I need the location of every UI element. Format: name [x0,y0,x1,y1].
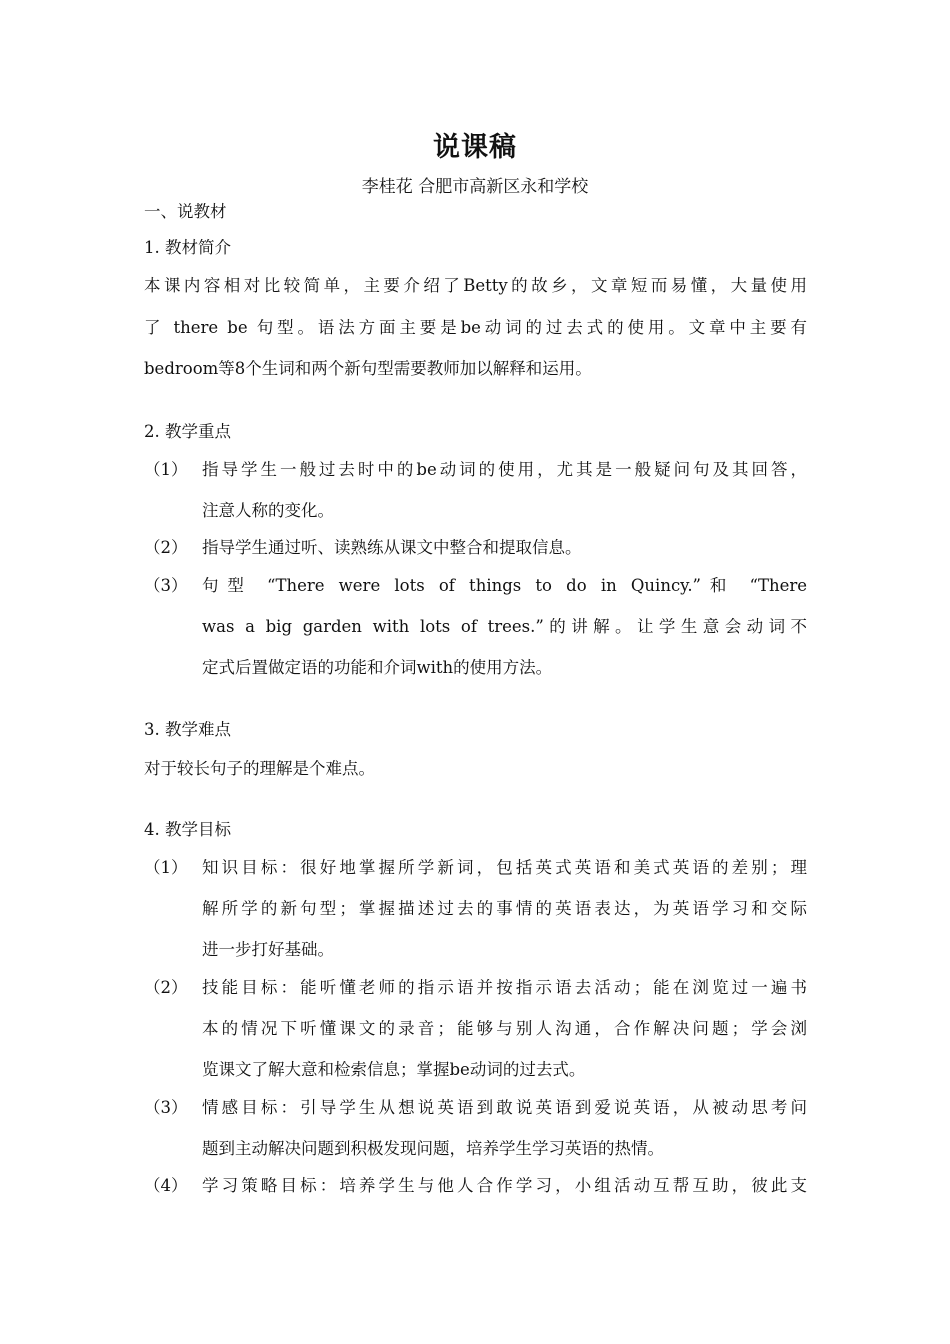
paragraph-line: 本课内容相对比较简单，主要介绍了Betty的故乡，文章短而易懂，大量使用 [144,276,807,295]
list-number: （1） [144,858,188,877]
list-item-line: 知识目标：很好地掌握所学新词，包括英式英语和美式英语的差别；理 [202,858,807,877]
paragraph-line: 了 there be 句型。语法方面主要是be动词的过去式的使用。文章中主要有 [144,318,807,337]
list-item-line: 览课文了解大意和检索信息；掌握be动词的过去式。 [202,1060,586,1079]
list-item-line: 注意人称的变化。 [202,501,334,520]
list-number: （2） [144,978,188,997]
subsection-heading: 4. 教学目标 [144,820,231,839]
paragraph-line: 对于较长句子的理解是个难点。 [144,759,375,778]
list-item-line: 指导学生通过听、读熟练从课文中整合和提取信息。 [202,538,582,557]
author-line: 李桂花 合肥市高新区永和学校 [361,177,589,197]
list-item-line: 进一步打好基础。 [202,940,334,959]
list-item-line: 指导学生一般过去时中的be动词的使用，尤其是一般疑问句及其回答， [202,460,807,479]
list-number: （2） [144,538,188,557]
list-number: （1） [144,460,188,479]
list-number: （3） [144,1098,188,1117]
list-item-line: 题到主动解决问题到积极发现问题，培养学生学习英语的热情。 [202,1139,664,1158]
page-title: 说课稿 [433,132,517,163]
list-item-line: 技能目标：能听懂老师的指示语并按指示语去活动；能在浏览过一遍书 [202,978,807,997]
subsection-heading: 1. 教材简介 [144,238,231,257]
list-number: （4） [144,1176,188,1195]
list-item-line: 句型 “There were lots of things to do in Quincy.”和 “There [202,576,807,595]
list-item-line: 情感目标：引导学生从想说英语到敢说英语到爱说英语，从被动思考问 [202,1098,807,1117]
list-item-line: was a big garden with lots of trees.”的讲解。让学生意会动词不 [202,617,807,636]
list-item-line: 学习策略目标：培养学生与他人合作学习，小组活动互帮互助，彼此支 [202,1176,807,1195]
subsection-heading: 2. 教学重点 [144,422,231,441]
subsection-heading: 3. 教学难点 [144,720,231,739]
paragraph-line: bedroom等8个生词和两个新句型需要教师加以解释和运用。 [144,359,592,378]
list-item-line: 本的情况下听懂课文的录音；能够与别人沟通，合作解决问题；学会浏 [202,1019,807,1038]
section-heading: 一、说教材 [144,202,227,221]
list-item-line: 定式后置做定语的功能和介词with的使用方法。 [202,658,553,677]
list-item-line: 解所学的新句型；掌握描述过去的事情的英语表达，为英语学习和交际 [202,899,807,918]
list-number: （3） [144,576,188,595]
